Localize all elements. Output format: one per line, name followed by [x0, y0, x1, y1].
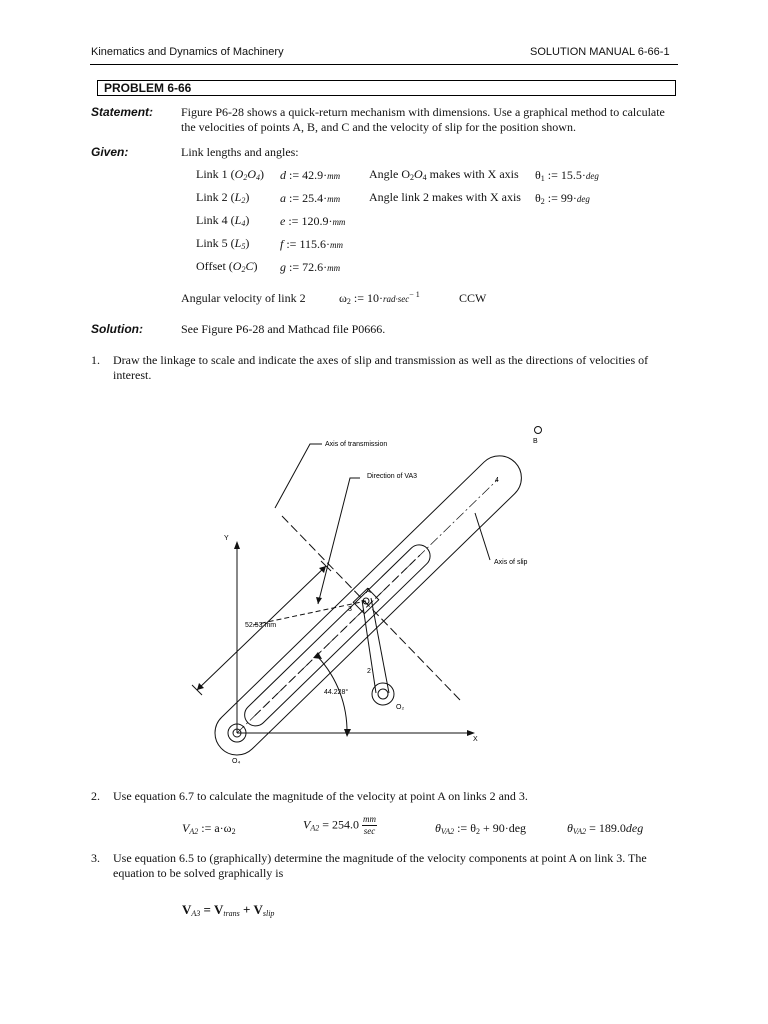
- solution-label: Solution:: [91, 322, 143, 336]
- omega-direction: CCW: [459, 291, 487, 305]
- y-axis-arrowhead: [234, 541, 240, 549]
- link-4-label: Link 4 $(L_4)$: [196, 213, 250, 228]
- direction-va3-leader: [318, 478, 360, 604]
- step-3-line-2: equation to be solved graphically is: [113, 866, 284, 880]
- angle-arc-start-arrowhead: [313, 652, 322, 659]
- given-label: Given:: [91, 145, 129, 159]
- point-a-label: A: [366, 588, 371, 595]
- x-axis-label: X: [473, 736, 478, 743]
- eq-theta-va2-value: $\theta_{VA2} = 189.0deg$: [567, 821, 644, 836]
- statement-line-1: Figure P6-28 shows a quick-return mechanism with dimensions. Use a graphical method to calculate: [181, 105, 665, 119]
- link-1-label: Link 1 $(O_2O_4)$: [196, 167, 265, 182]
- y-axis-label: Y: [224, 535, 229, 542]
- eq-va2-definition: $V_{A2}$ := $a\cdot\omega_2$: [182, 821, 236, 836]
- eq-va2-value: $V_{A2} = 254.0$ $\frac{mm}{\sec}$: [303, 814, 377, 836]
- omega-value: $\omega_2$ := $10\cdot rad\cdot\sec^{- 1}$: [339, 290, 420, 306]
- axis-slip-label: Axis of slip: [494, 559, 528, 566]
- eq-theta-va2-definition: $\theta_{VA2}$ := $\theta_2 + 90\cdot deg$: [435, 821, 527, 836]
- direction-va3-arrowhead: [316, 597, 322, 604]
- eq-va3-vector: $V_{A3} = V_{trans} + V_{slip}$: [182, 902, 275, 918]
- link-4-label: 4: [495, 477, 499, 484]
- step-1-line-2: interest.: [113, 368, 152, 382]
- o2-pivot-outer: [372, 683, 394, 705]
- angle-1-label: Angle $O_2O_4$ makes with X axis: [369, 167, 519, 182]
- step-2-line-1: Use equation 6.7 to calculate the magnitude of the velocity at point A on links 2 and 3.: [113, 789, 528, 803]
- header-right: SOLUTION MANUAL 6-66-1: [530, 46, 670, 58]
- dimension-length-label: 52.53 mm: [245, 622, 277, 629]
- step-3-number: 3.: [91, 851, 100, 865]
- step-3-line-1: Use equation 6.5 to (graphically) determine the magnitude of the velocity components at point A on link 3. The: [113, 851, 647, 865]
- offset-value: g := 72.6·mm: [280, 260, 341, 274]
- step-1-number: 1.: [91, 353, 100, 367]
- link-2-value: a := 25.4·mm: [280, 191, 341, 205]
- axis-transmission-label: Axis of transmission: [325, 441, 388, 448]
- angle-1-value: $\theta_1$ := 15.5·deg: [535, 168, 599, 183]
- point-b-label: B: [533, 438, 538, 445]
- link-2-label: 2: [367, 668, 371, 675]
- axis-transmission-line: [282, 516, 460, 700]
- given-intro: Link lengths and angles:: [181, 145, 299, 159]
- solution-text: See Figure P6-28 and Mathcad file P0666.: [181, 322, 386, 336]
- link-5-value: f := 115.6·mm: [280, 237, 344, 251]
- point-b-marker: [535, 427, 542, 434]
- step-2-number: 2.: [91, 789, 100, 803]
- angle-2-label: Angle link 2 makes with X axis: [369, 190, 521, 204]
- link-2-label: Link 2 $(L_2)$: [196, 190, 250, 205]
- problem-title: PROBLEM 6-66: [104, 81, 192, 95]
- offset-label: Offset $(O_2C)$: [196, 259, 258, 274]
- omega-label: Angular velocity of link 2: [181, 291, 306, 305]
- axis-transmission-leader: [275, 444, 322, 508]
- o2-label: O₂: [396, 704, 405, 711]
- angle-2-value: $\theta_2$ := 99·deg: [535, 191, 590, 206]
- o4-label: O₄: [232, 758, 241, 765]
- header-left: Kinematics and Dynamics of Machinery: [91, 46, 284, 58]
- link-1-value: d := 42.9·mm: [280, 168, 341, 182]
- link-5-label: Link 5 $(L_5)$: [196, 236, 250, 251]
- statement-label: Statement:: [91, 105, 154, 119]
- link-3-label: 3: [348, 606, 352, 613]
- link-4-value: e := 120.9·mm: [280, 214, 346, 228]
- direction-va3-label: Direction of VA3: [367, 473, 418, 480]
- statement-line-2: the velocities of points A, B, and C and the velocity of slip for the position shown.: [181, 120, 576, 134]
- o2-pivot-inner: [378, 689, 388, 699]
- step-1-line-1: Draw the linkage to scale and indicate the axes of slip and transmission as well as the directions of velocities of: [113, 353, 649, 367]
- angle-value-label: 44.228°: [324, 689, 349, 696]
